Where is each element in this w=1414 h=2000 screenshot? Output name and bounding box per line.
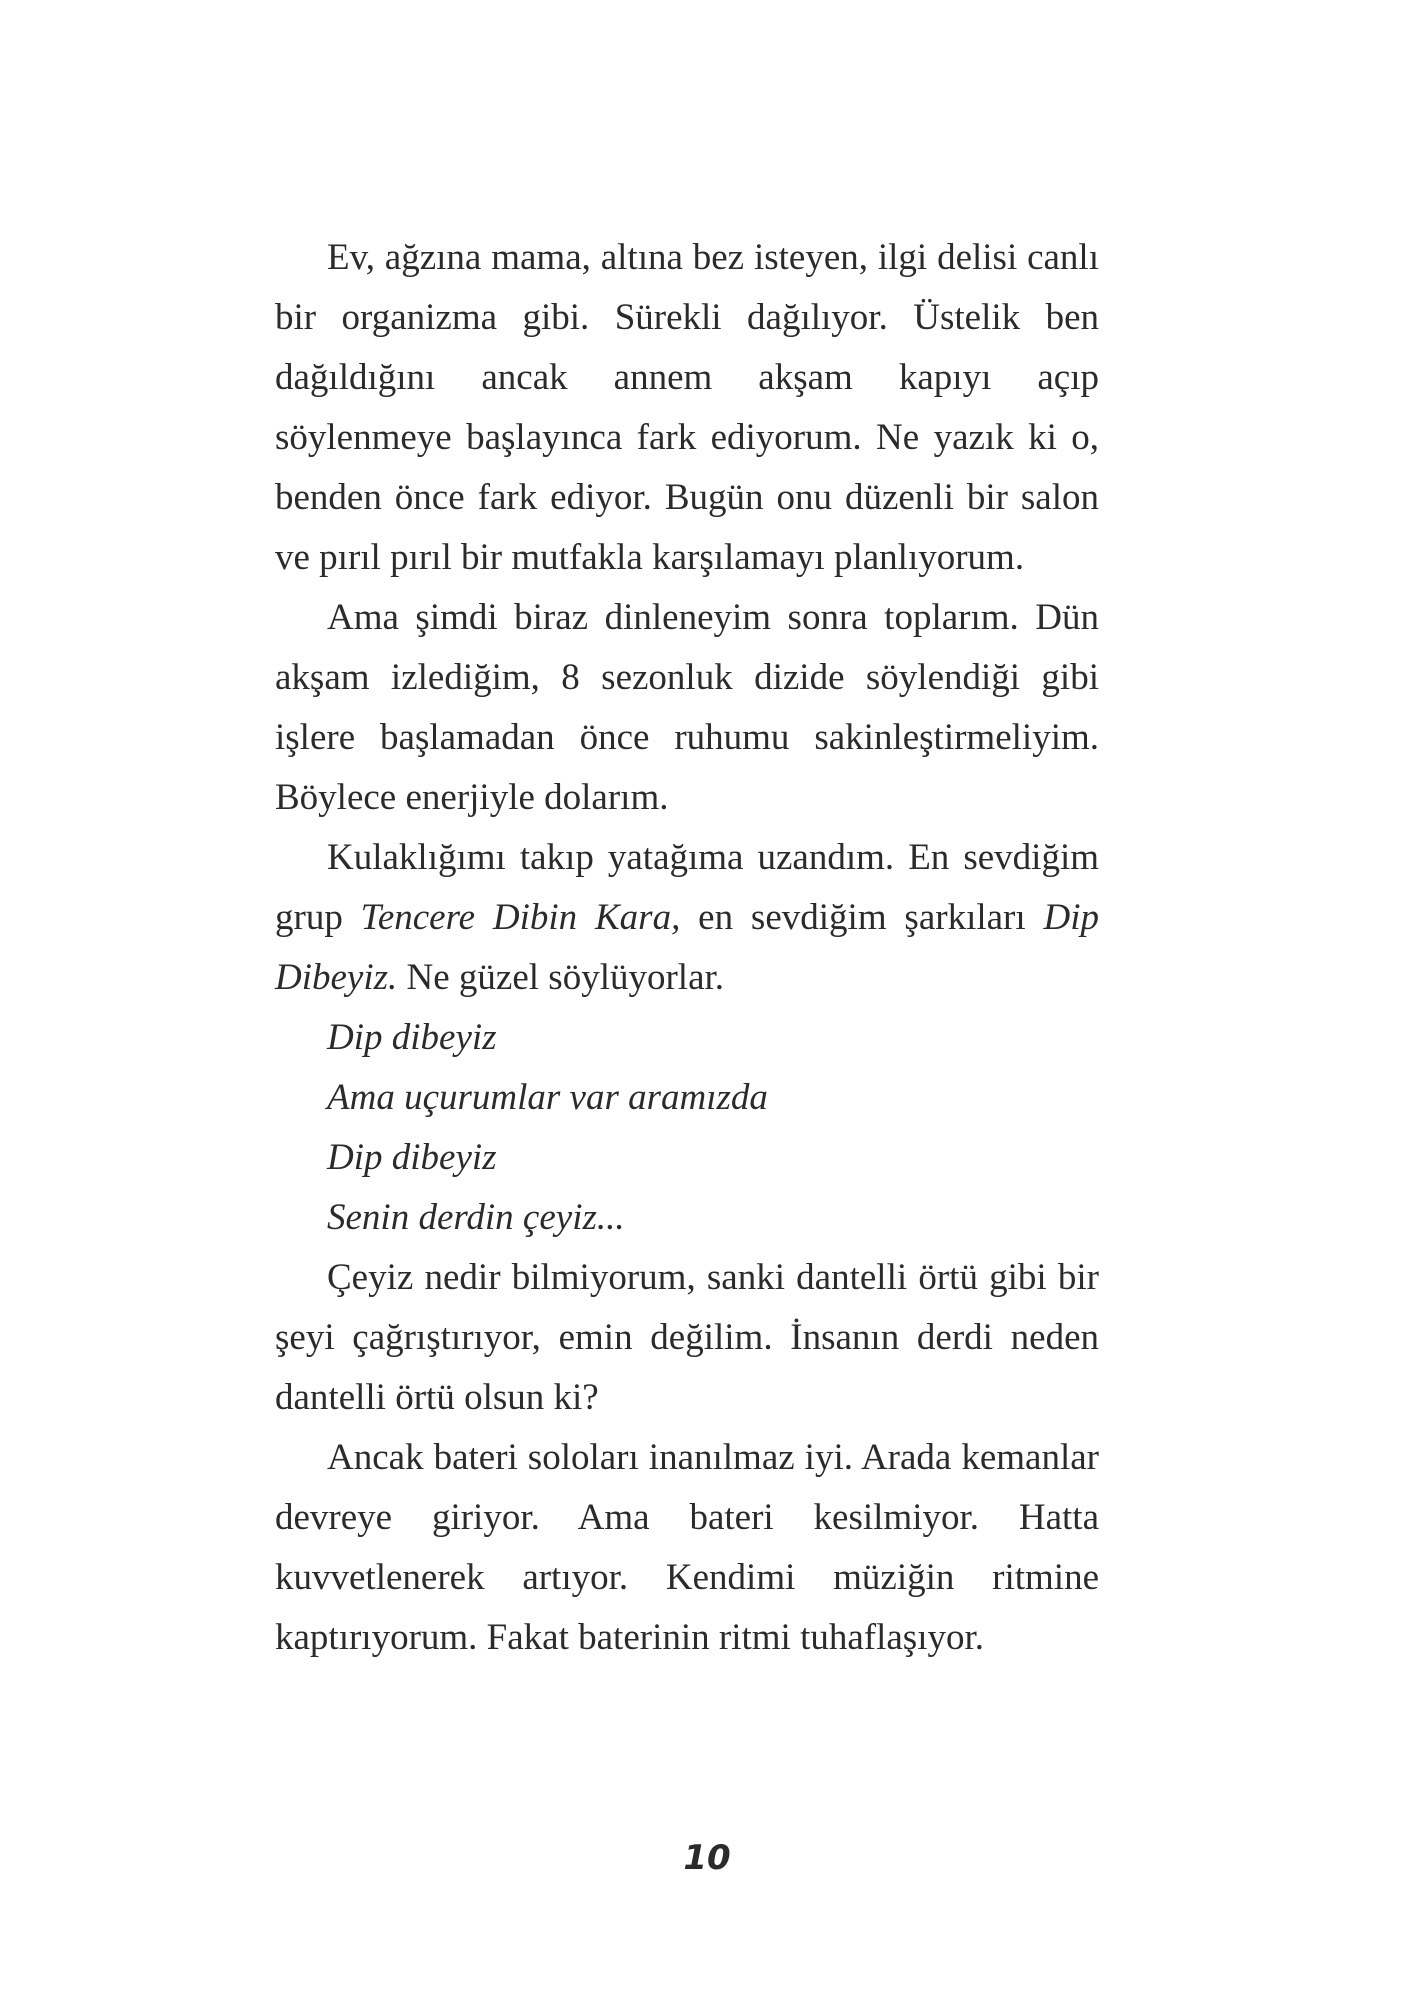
paragraph: Ev, ağzına mama, altına bez isteyen, ilgi delisi canlı bir organizma gibi. Sürekli dağılıyor. Üstelik ben dağıldığını ancak annem akşam kapıyı açıp söylenmeye başlayınca fark ediyorum. Ne yazık ki o, benden önce fark ediyor. Bugün onu düzenli bir salon ve pırıl pırıl bir mutfakla karşılamayı planlıyorum. <box>275 237 1099 578</box>
paragraph-text: en sevdiğim şarkıları <box>680 897 1044 938</box>
paragraph: Çeyiz nedir bilmiyorum, sanki dantelli örtü gibi bir şeyi çağrıştırıyor, emin değilim. İnsanın derdi neden dantelli örtü olsun ki? <box>275 1257 1099 1418</box>
lyric-line: Senin derdin çeyiz... <box>327 1197 625 1238</box>
band-name: Tencere Dibin Kara, <box>360 897 681 938</box>
page-number: 10 <box>683 1838 731 1878</box>
paragraph-text: Ne güzel söylüyorlar. <box>397 957 725 998</box>
paragraph: Ama şimdi biraz dinleneyim sonra toplarım. Dün akşam izlediğim, 8 sezonluk dizide söylendiği gibi işlere başlamadan önce ruhumu sakinleştirmeliyim. Böylece enerjiyle dolarım. <box>275 597 1099 818</box>
lyric-line: Dip dibeyiz <box>327 1017 497 1058</box>
lyric-line: Dip dibeyiz <box>327 1137 497 1178</box>
paragraph: Ancak bateri soloları inanılmaz iyi. Arada kemanlar devreye giriyor. Ama bateri kesilmiyor. Hatta kuvvetlenerek artıyor. Kendimi müziğin ritmine kaptırıyorum. Fakat baterinin ritmi tuhaflaşıyor. <box>275 1437 1099 1658</box>
paragraph-text: Kulaklığımı takıp yatağıma uzandım. En sevdiğim grup <box>275 837 1099 938</box>
book-page-text <box>275 228 1099 1668</box>
lyric-line: Ama uçurumlar var aramızda <box>327 1077 768 1118</box>
song-title: Dip Dibeyiz. <box>275 897 1099 998</box>
paragraph <box>275 828 1099 1008</box>
